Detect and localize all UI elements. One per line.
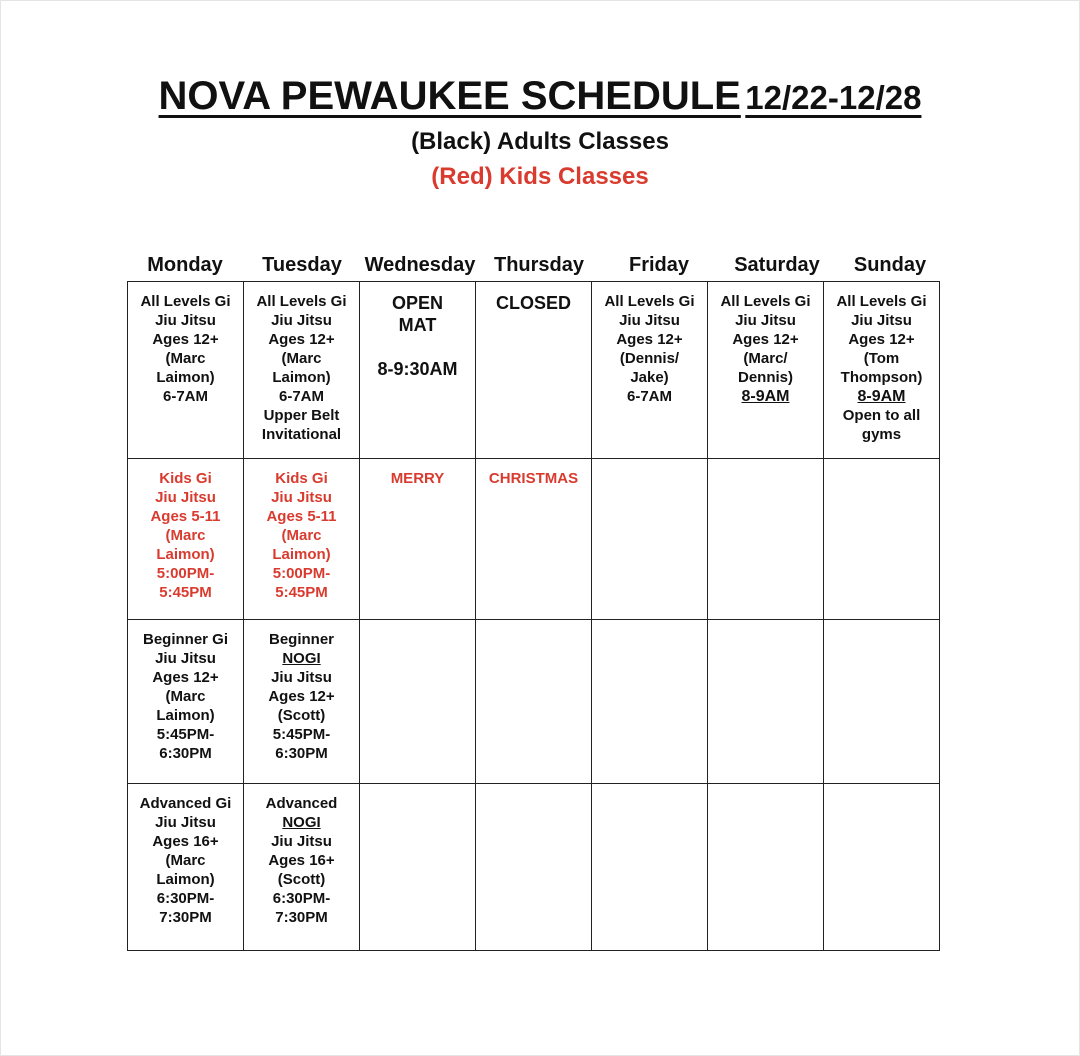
cell-line: Ages 16+ — [152, 833, 219, 850]
schedule-grid — [127, 281, 940, 951]
cell-line: Ages 12+ — [848, 331, 915, 348]
schedule-row-kids — [128, 459, 940, 620]
cell-line: Jiu Jitsu — [271, 833, 332, 850]
cell-line: 6:30PM — [159, 745, 212, 762]
cell-line: Jiu Jitsu — [271, 312, 332, 329]
cell-line: 5:45PM- — [156, 726, 215, 743]
cell-line: 6-7AM — [626, 388, 672, 405]
cell-line: Ages 12+ — [268, 688, 335, 705]
cell-line: Laimon) — [156, 871, 215, 888]
cell-line: (Marc — [165, 527, 206, 544]
cell-sat-advanced — [708, 784, 824, 951]
cell-thu-beginner — [476, 620, 592, 784]
cell-line: All Levels Gi — [604, 293, 695, 310]
cell-line: Advanced — [265, 795, 338, 812]
cell-tue-kids — [244, 459, 360, 620]
cell-line: 6:30PM- — [156, 890, 215, 907]
cell-fri-kids — [592, 459, 708, 620]
cell-line: (Marc — [165, 688, 206, 705]
spacer — [360, 336, 475, 358]
day-sunday: Sunday — [853, 254, 927, 276]
cell-line: Jiu Jitsu — [155, 650, 216, 667]
cell-line: 7:30PM — [159, 909, 212, 926]
cell-line: All Levels Gi — [720, 293, 811, 310]
cell-line: 5:00PM- — [156, 565, 215, 582]
cell-line: (Tom — [863, 350, 900, 367]
cell-line: Upper Belt — [263, 407, 340, 424]
cell-line: (Dennis/ — [619, 350, 680, 367]
cell-sun-beginner — [824, 620, 940, 784]
cell-line: Laimon) — [156, 707, 215, 724]
schedule-row-advanced — [128, 784, 940, 951]
cell-line: Ages 5-11 — [266, 508, 337, 525]
cell-line: (Marc/ — [743, 350, 788, 367]
cell-wed-beginner — [360, 620, 476, 784]
cell-line: Laimon) — [156, 546, 215, 563]
cell-line: (Scott) — [277, 707, 326, 724]
schedule-title — [0, 74, 1080, 119]
day-tuesday: Tuesday — [262, 254, 342, 276]
cell-line: 8-9:30AM — [377, 359, 458, 379]
cell-line: Invitational — [261, 426, 342, 443]
cell-line: Beginner — [268, 631, 334, 648]
cell-line: Kids Gi — [159, 470, 212, 487]
cell-line: (Marc — [281, 527, 322, 544]
cell-line: Ages 12+ — [152, 669, 219, 686]
day-friday: Friday — [628, 254, 690, 276]
cell-wed-kids — [360, 459, 476, 620]
cell-line: Jiu Jitsu — [735, 312, 796, 329]
cell-line: (Scott) — [277, 871, 326, 888]
cell-thu-morning — [476, 282, 592, 459]
cell-line: 6:30PM- — [272, 890, 331, 907]
cell-line: All Levels Gi — [836, 293, 927, 310]
cell-line: Jake) — [630, 369, 669, 386]
adults-legend: (Black) Adults Classes — [411, 128, 669, 155]
cell-line: Ages 12+ — [268, 331, 335, 348]
day-saturday: Saturday — [734, 254, 820, 276]
cell-line: Open to all — [842, 407, 921, 424]
kids-legend: (Red) Kids Classes — [431, 163, 649, 190]
cell-sun-kids — [824, 459, 940, 620]
day-headers — [0, 254, 1080, 280]
cell-line: NOGI — [282, 650, 321, 667]
cell-line: 5:45PM — [159, 584, 212, 601]
cell-line: Jiu Jitsu — [155, 489, 216, 506]
cell-line: OPEN — [391, 293, 443, 313]
cell-line: 6-7AM — [278, 388, 324, 405]
cell-line: Advanced Gi — [139, 795, 232, 812]
cell-line: (Marc — [281, 350, 322, 367]
cell-line: 7:30PM — [275, 909, 328, 926]
cell-fri-beginner — [592, 620, 708, 784]
cell-wed-advanced — [360, 784, 476, 951]
cell-tue-advanced — [244, 784, 360, 951]
cell-line: 5:00PM- — [272, 565, 331, 582]
cell-line: gyms — [861, 426, 902, 443]
cell-line: Jiu Jitsu — [155, 312, 216, 329]
cell-line: Thompson) — [840, 369, 923, 386]
title-dates: 12/22-12/28 — [745, 79, 922, 116]
cell-line: (Marc — [165, 350, 206, 367]
cell-mon-kids — [128, 459, 244, 620]
day-thursday: Thursday — [493, 254, 585, 276]
cell-line: 5:45PM- — [272, 726, 331, 743]
cell-line: Beginner Gi — [142, 631, 228, 648]
title-text: NOVA PEWAUKEE SCHEDULE — [158, 74, 741, 118]
cell-line: Jiu Jitsu — [851, 312, 912, 329]
cell-fri-morning — [592, 282, 708, 459]
cell-line: 6:30PM — [275, 745, 328, 762]
cell-line: 8-9AM — [741, 388, 790, 405]
cell-mon-beginner — [128, 620, 244, 784]
cell-thu-advanced — [476, 784, 592, 951]
cell-line: Jiu Jitsu — [155, 814, 216, 831]
cell-line: Jiu Jitsu — [271, 489, 332, 506]
cell-line: Kids Gi — [275, 470, 328, 487]
cell-sun-advanced — [824, 784, 940, 951]
cell-line: MAT — [398, 315, 437, 335]
cell-line: 8-9AM — [857, 388, 906, 405]
cell-line: All Levels Gi — [256, 293, 347, 310]
cell-mon-morning — [128, 282, 244, 459]
cell-line: Ages 12+ — [732, 331, 799, 348]
cell-sun-morning — [824, 282, 940, 459]
cell-sat-morning — [708, 282, 824, 459]
cell-fri-advanced — [592, 784, 708, 951]
cell-line: (Marc — [165, 852, 206, 869]
cell-wed-morning — [360, 282, 476, 459]
cell-sat-beginner — [708, 620, 824, 784]
cell-sat-kids — [708, 459, 824, 620]
cell-line: Ages 5-11 — [150, 508, 221, 525]
cell-thu-kids — [476, 459, 592, 620]
day-monday: Monday — [147, 254, 223, 276]
day-wednesday: Wednesday — [364, 254, 476, 276]
cell-line: Ages 12+ — [616, 331, 683, 348]
cell-mon-advanced — [128, 784, 244, 951]
cell-line: Jiu Jitsu — [619, 312, 680, 329]
cell-line: All Levels Gi — [140, 293, 231, 310]
cell-line: CLOSED — [495, 293, 571, 313]
cell-line: Laimon) — [272, 369, 331, 386]
cell-tue-morning — [244, 282, 360, 459]
cell-line: 5:45PM — [275, 584, 328, 601]
cell-line: 6-7AM — [162, 388, 208, 405]
cell-line: Laimon) — [272, 546, 331, 563]
cell-line: CHRISTMAS — [488, 470, 579, 487]
cell-line: Ages 12+ — [152, 331, 219, 348]
cell-line: Laimon) — [156, 369, 215, 386]
cell-line: Dennis) — [737, 369, 793, 386]
schedule-row-beginner — [128, 620, 940, 784]
cell-line: NOGI — [282, 814, 321, 831]
cell-line: MERRY — [390, 470, 445, 487]
cell-line: Ages 16+ — [268, 852, 335, 869]
schedule-row-morning — [128, 282, 940, 459]
cell-line: Jiu Jitsu — [271, 669, 332, 686]
cell-tue-beginner — [244, 620, 360, 784]
